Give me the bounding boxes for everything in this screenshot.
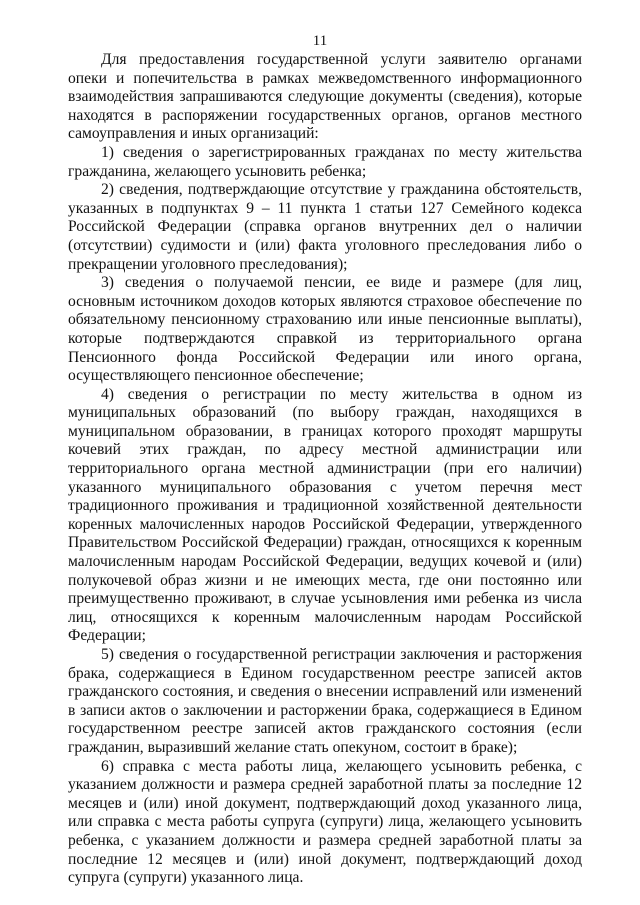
paragraph-intro: Для предоставления государственной услуги заявителю органами опеки и попечительства в рамках межведомственного информационного взаимодействия запрашиваются следующие документы (сведения), которые находятся в распоряжении государственных органов, органов местного самоуправления и иных организаций: — [68, 51, 582, 143]
paragraph-item-2: 2) сведения, подтверждающие отсутствие у гражданина обстоятельств, указанных в подпунктах 9 – 11 пункта 1 статьи 127 Семейного кодекса Российской Федерации (справка органов внутренних дел о наличии (отсутствии) судимости и (или) факта уголовного преследования либо о прекращении уголовного преследования); — [68, 181, 582, 273]
paragraph-item-6: 6) справка с места работы лица, желающего усыновить ребенка, с указанием должности и размера средней заработной платы за последние 12 месяцев и (или) иной документ, подтверждающий доход указанного лица, или справка с места работы супруга (супруги) лица, желающего усыновить ребенка, с указанием должности и размера средней заработной платы за последние 12 месяцев и (или) иной документ, подтверждающий доход супруга (супруги) указанного лица. — [68, 757, 582, 887]
paragraph-item-3: 3) сведения о получаемой пенсии, ее виде и размере (для лиц, основным источником доходов которых являются страховое обеспечение по обязательному пенсионному страхованию или иные пенсионные выплаты), которые подтверждаются справкой из территориального органа Пенсионного фонда Российской Федерации или иного органа, осуществляющего пенсионное обеспечение; — [68, 274, 582, 385]
paragraph-item-1: 1) сведения о зарегистрированных гражданах по месту жительства гражданина, желающего усыновить ребенка; — [68, 143, 582, 180]
paragraph-item-5: 5) сведения о государственной регистрации заключения и расторжения брака, содержащиеся в Едином государственном реестре записей актов гражданского состояния, и сведения о внесении исправлений или изменений в записи актов о заключении и расторжении брака, содержащиеся в Едином государственном реестре записей актов гражданского состояния (если гражданин, выразивший желание стать опекуном, состоит в браке); — [68, 646, 582, 756]
page-number: 11 — [312, 33, 328, 49]
document-body — [68, 51, 582, 888]
paragraph-item-4: 4) сведения о регистрации по месту жительства в одном из муниципальных образований (по выбору граждан, находящихся в муниципальном образовании, в границах которого проходят маршруты кочевий этих граждан, по адресу местной администрации или территориального органа местной администрации (при его наличии) указанного муниципального образования с учетом перечня мест традиционного проживания и традиционной хозяйственной деятельности коренных малочисленных народов Российской Федерации, утвержденного Правительством Российской Федерации) граждан, относящихся к коренным малочисленным народам Российской Федерации, ведущих кочевой и (или) полукочевой образ жизни и не имеющих места, где они постоянно или преимущественно проживают, в случае усыновления ими ребенка из числа лиц, относящихся к коренным малочисленным народам Российской Федерации; — [68, 385, 582, 645]
